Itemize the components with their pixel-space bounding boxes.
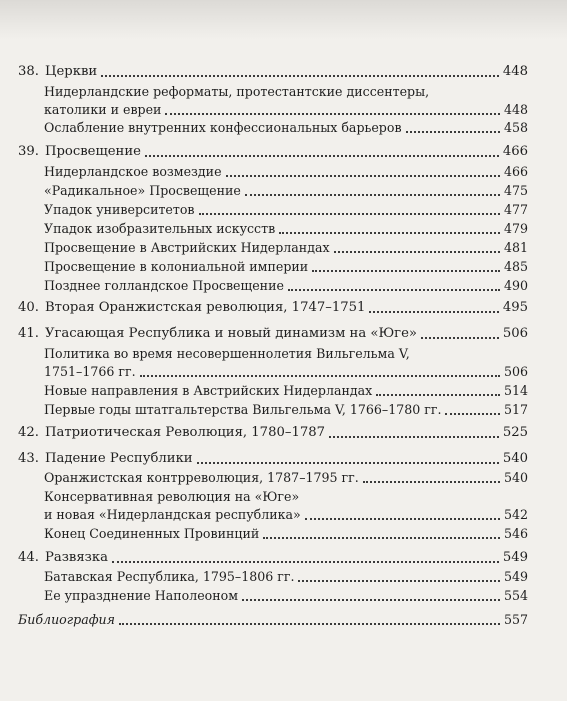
page-top-shadow xyxy=(0,0,567,40)
entry-title: Библиография xyxy=(18,612,116,627)
entry-title: Вторая Оранжистская революция, 1747–1751 xyxy=(44,300,366,315)
dot-leader xyxy=(112,561,499,563)
toc-section xyxy=(44,274,528,294)
dot-leader xyxy=(288,289,500,291)
toc-section xyxy=(44,398,528,418)
page-number: 506 xyxy=(503,364,528,379)
entry-title: Просвещение в Австрийских Нидерландах xyxy=(44,240,330,255)
toc-section xyxy=(44,466,528,486)
page-number: 481 xyxy=(503,240,528,255)
page-number: 458 xyxy=(503,120,528,135)
toc-chapter xyxy=(18,60,528,80)
entry-title: Церкви xyxy=(44,64,98,79)
dot-leader xyxy=(445,413,499,415)
page-number: 540 xyxy=(502,451,528,466)
toc-section xyxy=(44,379,528,399)
toc-section xyxy=(44,198,528,218)
page-number: 525 xyxy=(502,425,528,440)
page-number: 514 xyxy=(503,383,528,398)
entry-title: Оранжистская контрреволюция, 1787–1795 гг. xyxy=(44,470,359,485)
entry-title: Просвещение xyxy=(44,144,141,159)
entry-title: Развязка xyxy=(44,550,108,565)
chapter-number: 42. xyxy=(18,425,39,440)
dot-leader xyxy=(329,436,499,438)
entry-title: Ослабление внутренних конфессиональных барьеров xyxy=(44,120,402,135)
toc-section xyxy=(44,255,528,275)
dot-leader xyxy=(263,537,500,539)
entry-title: Ее упразднение Наполеоном xyxy=(44,588,239,603)
page-number: 495 xyxy=(502,300,528,315)
entry-title: 1751–1766 гг. xyxy=(44,364,136,379)
entry-title: Просвещение в колониальной империи xyxy=(44,259,309,274)
entry-title: Конец Соединенных Провинций xyxy=(44,526,260,541)
dot-leader xyxy=(298,580,499,582)
page-number: 554 xyxy=(503,588,528,603)
page-number: 479 xyxy=(503,221,528,236)
page-number: 477 xyxy=(503,202,528,217)
toc-section xyxy=(44,236,528,256)
dot-leader xyxy=(279,232,500,234)
dot-leader xyxy=(376,394,500,396)
toc-chapter xyxy=(18,296,528,316)
dot-leader xyxy=(197,462,499,464)
entry-title: Позднее голландское Просвещение xyxy=(44,278,284,293)
dot-leader xyxy=(363,481,500,483)
page-number: 549 xyxy=(503,569,528,584)
page-number: 485 xyxy=(503,259,528,274)
dot-leader xyxy=(312,270,500,272)
dot-leader xyxy=(199,213,500,215)
toc-entry-line: Нидерландские реформаты, протестантские диссентеры, xyxy=(44,84,430,99)
dot-leader xyxy=(421,337,499,339)
page-number: 542 xyxy=(503,507,528,522)
page-number: 540 xyxy=(503,470,528,485)
page-number: 475 xyxy=(503,183,528,198)
toc-section xyxy=(44,360,528,380)
page-number: 549 xyxy=(502,550,528,565)
page-number: 448 xyxy=(502,64,528,79)
toc-section xyxy=(44,503,528,523)
entry-title: Первые годы штатгальтерства Вильгельма V, 1766–1780 гг. xyxy=(44,402,442,417)
chapter-number: 39. xyxy=(18,144,39,159)
toc-section xyxy=(44,522,528,542)
page-number: 557 xyxy=(503,612,528,627)
entry-title: и новая «Нидерландская республика» xyxy=(44,507,301,522)
page-number: 448 xyxy=(503,102,528,117)
entry-title: «Радикальное» Просвещение xyxy=(44,183,241,198)
entry-title: католики и евреи xyxy=(44,102,162,117)
entry-title: Патриотическая Революция, 1780–1787 xyxy=(44,425,326,440)
toc-entry-line: Политика во время несовершеннолетия Вильгельма V, xyxy=(44,346,410,361)
toc-chapter xyxy=(18,546,528,566)
toc-chapter xyxy=(18,421,528,441)
toc-section xyxy=(44,98,528,118)
dot-leader xyxy=(119,623,500,625)
entry-title: Падение Республики xyxy=(44,451,193,466)
dot-leader xyxy=(165,113,500,115)
dot-leader xyxy=(145,155,499,157)
entry-title: Батавская Республика, 1795–1806 гг. xyxy=(44,569,295,584)
entry-title: Упадок университетов xyxy=(44,202,195,217)
toc-section xyxy=(44,584,528,604)
toc-chapter xyxy=(18,447,528,467)
chapter-number: 43. xyxy=(18,451,39,466)
entry-title: Упадок изобразительных искусств xyxy=(44,221,276,236)
toc-chapter xyxy=(18,140,528,160)
page-number: 546 xyxy=(503,526,528,541)
page-number: 517 xyxy=(503,402,528,417)
page-number: 490 xyxy=(503,278,528,293)
toc-chapter xyxy=(18,322,528,342)
dot-leader xyxy=(242,599,500,601)
page-number: 466 xyxy=(503,164,528,179)
entry-title: Новые направления в Австрийских Нидерландах xyxy=(44,383,373,398)
toc-section xyxy=(44,160,528,180)
chapter-number: 38. xyxy=(18,64,39,79)
toc-section xyxy=(44,116,528,136)
dot-leader xyxy=(369,311,498,313)
dot-leader xyxy=(305,518,500,520)
toc-section xyxy=(44,565,528,585)
dot-leader xyxy=(226,175,500,177)
toc-entry-line: Консервативная революция на «Юге» xyxy=(44,489,300,504)
page-number: 506 xyxy=(502,326,528,341)
entry-title: Угасающая Республика и новый динамизм на «Юге» xyxy=(44,326,417,341)
entry-title: Нидерландское возмездие xyxy=(44,164,222,179)
chapter-number: 41. xyxy=(18,326,39,341)
dot-leader xyxy=(406,131,500,133)
page-number: 466 xyxy=(502,144,528,159)
dot-leader xyxy=(140,375,500,377)
chapter-number: 40. xyxy=(18,300,39,315)
toc-section xyxy=(44,217,528,237)
dot-leader xyxy=(101,75,499,77)
dot-leader xyxy=(245,194,500,196)
dot-leader xyxy=(334,251,500,253)
chapter-number: 44. xyxy=(18,550,39,565)
toc-bibliography xyxy=(18,608,528,628)
toc-section xyxy=(44,179,528,199)
